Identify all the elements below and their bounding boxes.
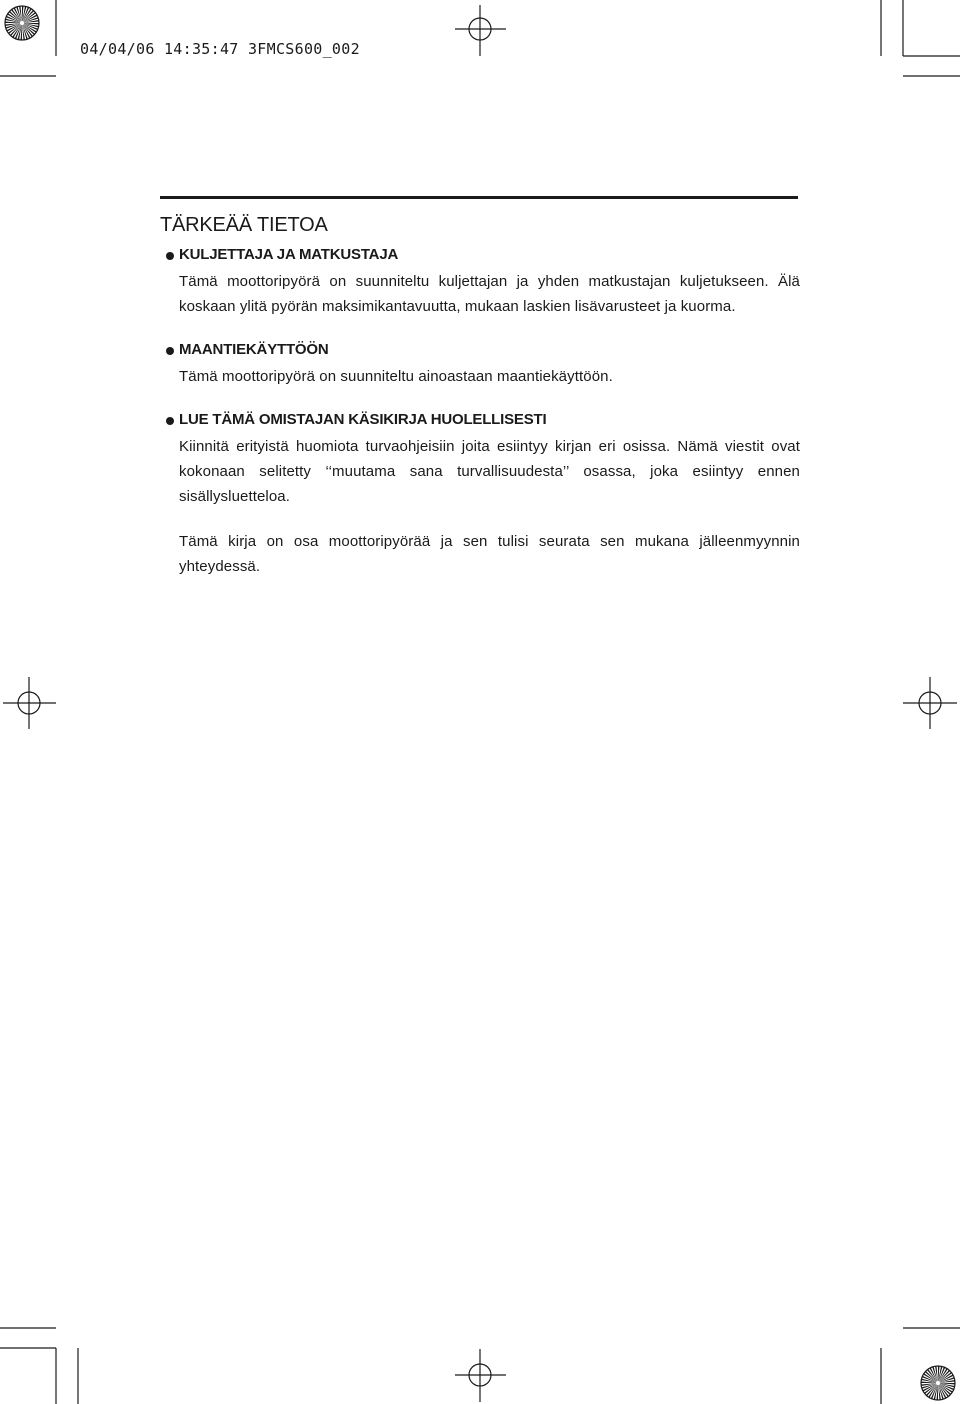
print-slug-header: 04/04/06 14:35:47 3FMCS600_002 — [80, 40, 360, 58]
bullet-icon — [166, 252, 174, 260]
section-rider-passenger — [160, 244, 800, 319]
starburst-mark-top-left — [5, 6, 39, 40]
crosshair-mark-bottom — [455, 1349, 506, 1402]
section-road-use — [160, 339, 800, 389]
closing-paragraph: Tämä kirja on osa moottoripyörää ja sen tulisi seurata sen mukana jälleenmyynnin yhteydessä. — [179, 533, 800, 575]
section-body: Kiinnitä erityistä huomiota turvaohjeisiin joita esiintyy kirjan eri osissa. Nämä viestit ovat kokonaan selitetty ‘‘muutama sana turvallisuudesta’’ osassa, joka esiintyy ennen sisällysluetteloa. — [179, 438, 800, 505]
starburst-mark-bottom-right — [921, 1366, 955, 1400]
section-heading-text: LUE TÄMÄ OMISTAJAN KÄSIKIRJA HUOLELLISESTI — [179, 411, 547, 428]
bullet-icon — [166, 347, 174, 355]
section-body: Tämä moottoripyörä on suunniteltu kuljettajan ja yhden matkustajan kuljetukseen. Älä koskaan ylitä pyörän maksimikantavuutta, mukaan laskien lisävarusteet ja kuorma. — [179, 273, 800, 315]
page-content — [160, 196, 800, 579]
section-heading — [160, 244, 800, 266]
section-heading-text: MAANTIEKÄYTTÖÖN — [179, 341, 329, 358]
section-heading-text: KULJETTAJA JA MATKUSTAJA — [179, 246, 399, 263]
bullet-icon — [166, 417, 174, 425]
section-body: Tämä moottoripyörä on suunniteltu ainoastaan maantiekäyttöön. — [179, 368, 613, 385]
top-rule — [160, 196, 798, 199]
section-read-manual — [160, 409, 800, 509]
crosshair-mark-left — [3, 677, 56, 729]
crosshair-mark-right — [903, 677, 957, 729]
page-title: TÄRKEÄÄ TIETOA — [160, 214, 328, 236]
section-heading — [160, 339, 800, 361]
section-heading — [160, 409, 800, 431]
crosshair-mark-top — [455, 5, 506, 56]
